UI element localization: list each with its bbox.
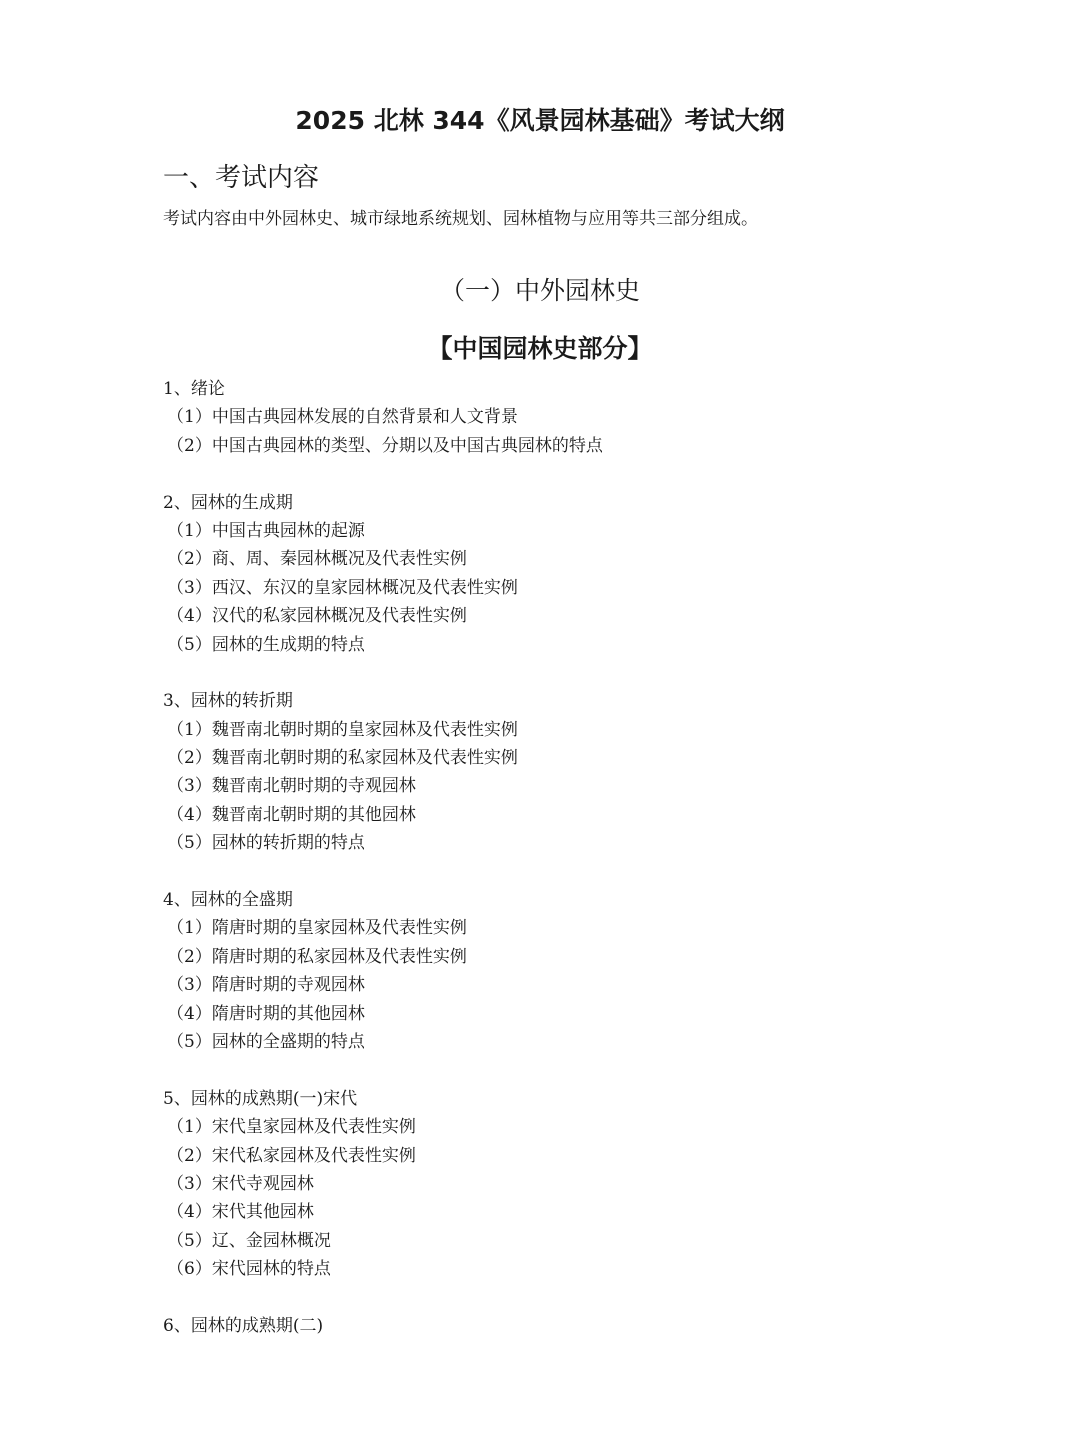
list-item: （4）汉代的私家园林概况及代表性实例 [167,606,467,627]
list-item: （2）魏晋南北朝时期的私家园林及代表性实例 [167,748,518,769]
chapter-title: 3、园林的转折期 [163,691,293,712]
list-item: （5）园林的转折期的特点 [167,833,365,854]
document-title: 2025 北林 344《风景园林基础》考试大纲 [295,106,785,135]
chapter-2 [163,489,963,659]
chapter-1 [163,375,963,460]
list-item: （2）隋唐时期的私家园林及代表性实例 [167,946,467,967]
chapter-title: 5、园林的成熟期(一)宋代 [163,1088,358,1109]
chapter-3 [163,687,963,857]
list-item: （1）中国古典园林发展的自然背景和人文背景 [167,407,518,428]
chapter-title: 1、绪论 [163,379,225,399]
list-item: （4）魏晋南北朝时期的其他园林 [167,804,416,825]
list-item: （4）隋唐时期的其他园林 [167,1003,365,1024]
list-item: （2）商、周、秦园林概况及代表性实例 [167,549,467,570]
list-item: （1）宋代皇家园林及代表性实例 [167,1117,416,1138]
intro-paragraph: 考试内容由中外园林史、城市绿地系统规划、园林植物与应用等共三部分组成。 [163,209,758,229]
list-item: （4）宋代其他园林 [167,1202,314,1223]
chapter-title: 4、园林的全盛期 [163,890,293,911]
chapter-title: 2、园林的生成期 [163,492,293,513]
list-item: （5）园林的全盛期的特点 [167,1031,365,1052]
list-item: （2）宋代私家园林及代表性实例 [167,1145,416,1166]
section-heading: 一、考试内容 [163,163,320,193]
list-item: （5）辽、金园林概况 [167,1230,331,1251]
list-item: （3）魏晋南北朝时期的寺观园林 [167,776,416,797]
list-item: （1）中国古典园林的起源 [167,520,365,541]
list-item: （2）中国古典园林的类型、分期以及中国古典园林的特点 [167,435,603,456]
list-item: （1）魏晋南北朝时期的皇家园林及代表性实例 [167,719,518,740]
list-item: （3）西汉、东汉的皇家园林概况及代表性实例 [167,577,518,598]
chapter-5 [163,1085,963,1284]
list-item: （6）宋代园林的特点 [167,1259,331,1280]
list-item: （1）隋唐时期的皇家园林及代表性实例 [167,918,467,939]
list-item: （3）隋唐时期的寺观园林 [167,975,365,996]
chapter-6 [163,1312,963,1340]
list-item: （3）宋代寺观园林 [167,1173,314,1194]
part-heading: 【中国园林史部分】 [427,334,653,363]
subsection-heading: （一）中外园林史 [439,276,640,305]
chapter-title: 6、园林的成熟期(二) [163,1315,324,1336]
outline [163,375,963,1369]
chapter-4 [163,886,963,1056]
list-item: （5）园林的生成期的特点 [167,634,365,655]
